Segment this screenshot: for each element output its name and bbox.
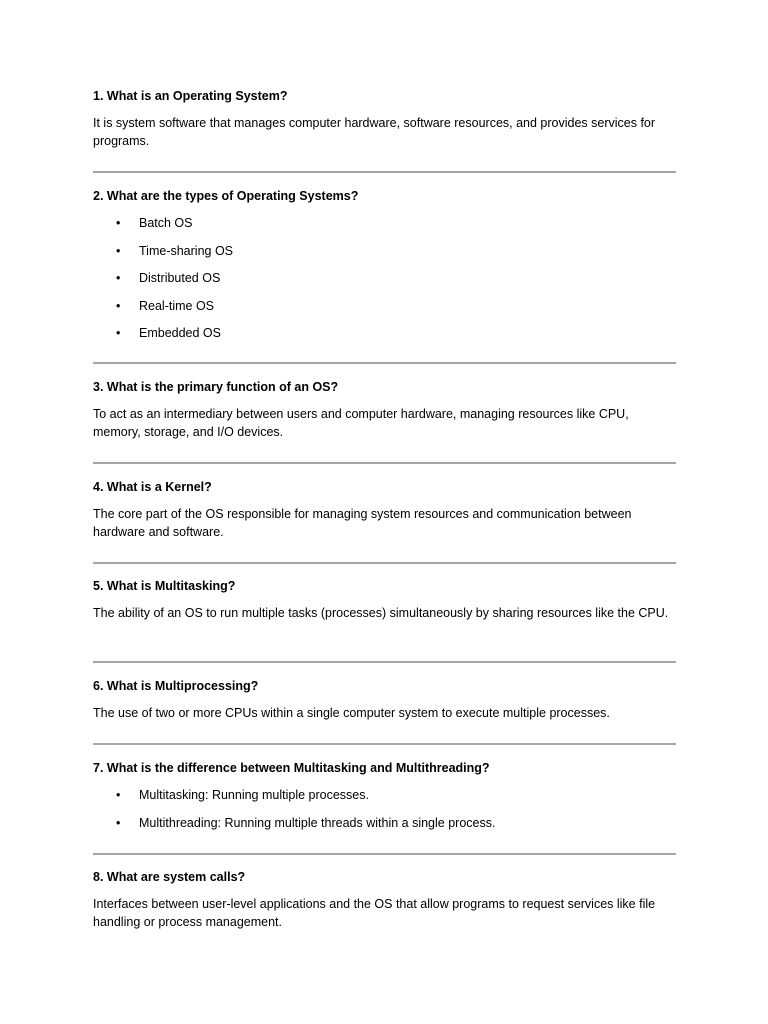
section-7 [93,759,676,832]
section-1 [93,87,676,150]
section-8 [93,868,676,931]
divider [93,562,676,564]
list-item [93,814,676,832]
divider [93,661,676,663]
answer-text: It is system software that manages computer hardware, software resources, and provides services for programs. [93,116,656,148]
divider [93,743,676,745]
question-heading: 2. What are the types of Operating Systems? [93,189,359,203]
divider [93,362,676,364]
answer-text: The use of two or more CPUs within a single computer system to execute multiple processes. [93,706,610,720]
divider [93,171,676,173]
divider [93,853,676,855]
question-heading: 4. What is a Kernel? [93,480,212,494]
section-4 [93,478,676,541]
bullet-icon: • [116,271,121,286]
question-heading: 1. What is an Operating System? [93,89,288,103]
bullet-icon: • [116,216,121,230]
list-item-text: Batch OS [139,216,193,230]
list-item [93,269,676,287]
list-item [93,242,676,260]
section-3 [93,378,676,441]
answer-text: The ability of an OS to run multiple tasks (processes) simultaneously by sharing resources like the CPU. [93,606,669,620]
list-item-text: Multitasking: Running multiple processes. [139,788,369,802]
answer-text: The core part of the OS responsible for managing system resources and communication between hardware and software. [93,507,632,539]
list-item [93,786,676,804]
question-heading: 8. What are system calls? [93,870,246,884]
question-heading: 6. What is Multiprocessing? [93,679,259,693]
question-heading: 3. What is the primary function of an OS? [93,380,339,394]
section-5 [93,577,676,622]
bullet-icon: • [116,298,121,313]
list-item-text: Distributed OS [139,271,221,286]
section-6 [93,677,676,722]
bullet-list [93,786,676,832]
list-item [93,324,676,342]
list-item [93,214,676,232]
bullet-icon: • [116,243,121,258]
list-item [93,297,676,315]
question-heading: 5. What is Multitasking? [93,579,236,593]
bullet-list [93,214,676,342]
answer-text: Interfaces between user-level applications and the OS that allow programs to request services like file handling or process management. [93,897,656,929]
section-2 [93,187,676,342]
list-item-text: Time-sharing OS [139,243,234,258]
divider [93,462,676,464]
question-heading: 7. What is the difference between Multitasking and Multithreading? [93,761,490,775]
bullet-icon: • [116,815,121,830]
list-item-text: Embedded OS [139,326,221,341]
bullet-icon: • [116,326,121,341]
bullet-icon: • [116,788,121,802]
answer-text: To act as an intermediary between users and computer hardware, managing resources like CPU, memory, storage, and I/O devices. [93,407,629,439]
list-item-text: Multithreading: Running multiple threads within a single process. [139,815,496,830]
list-item-text: Real-time OS [139,298,215,313]
